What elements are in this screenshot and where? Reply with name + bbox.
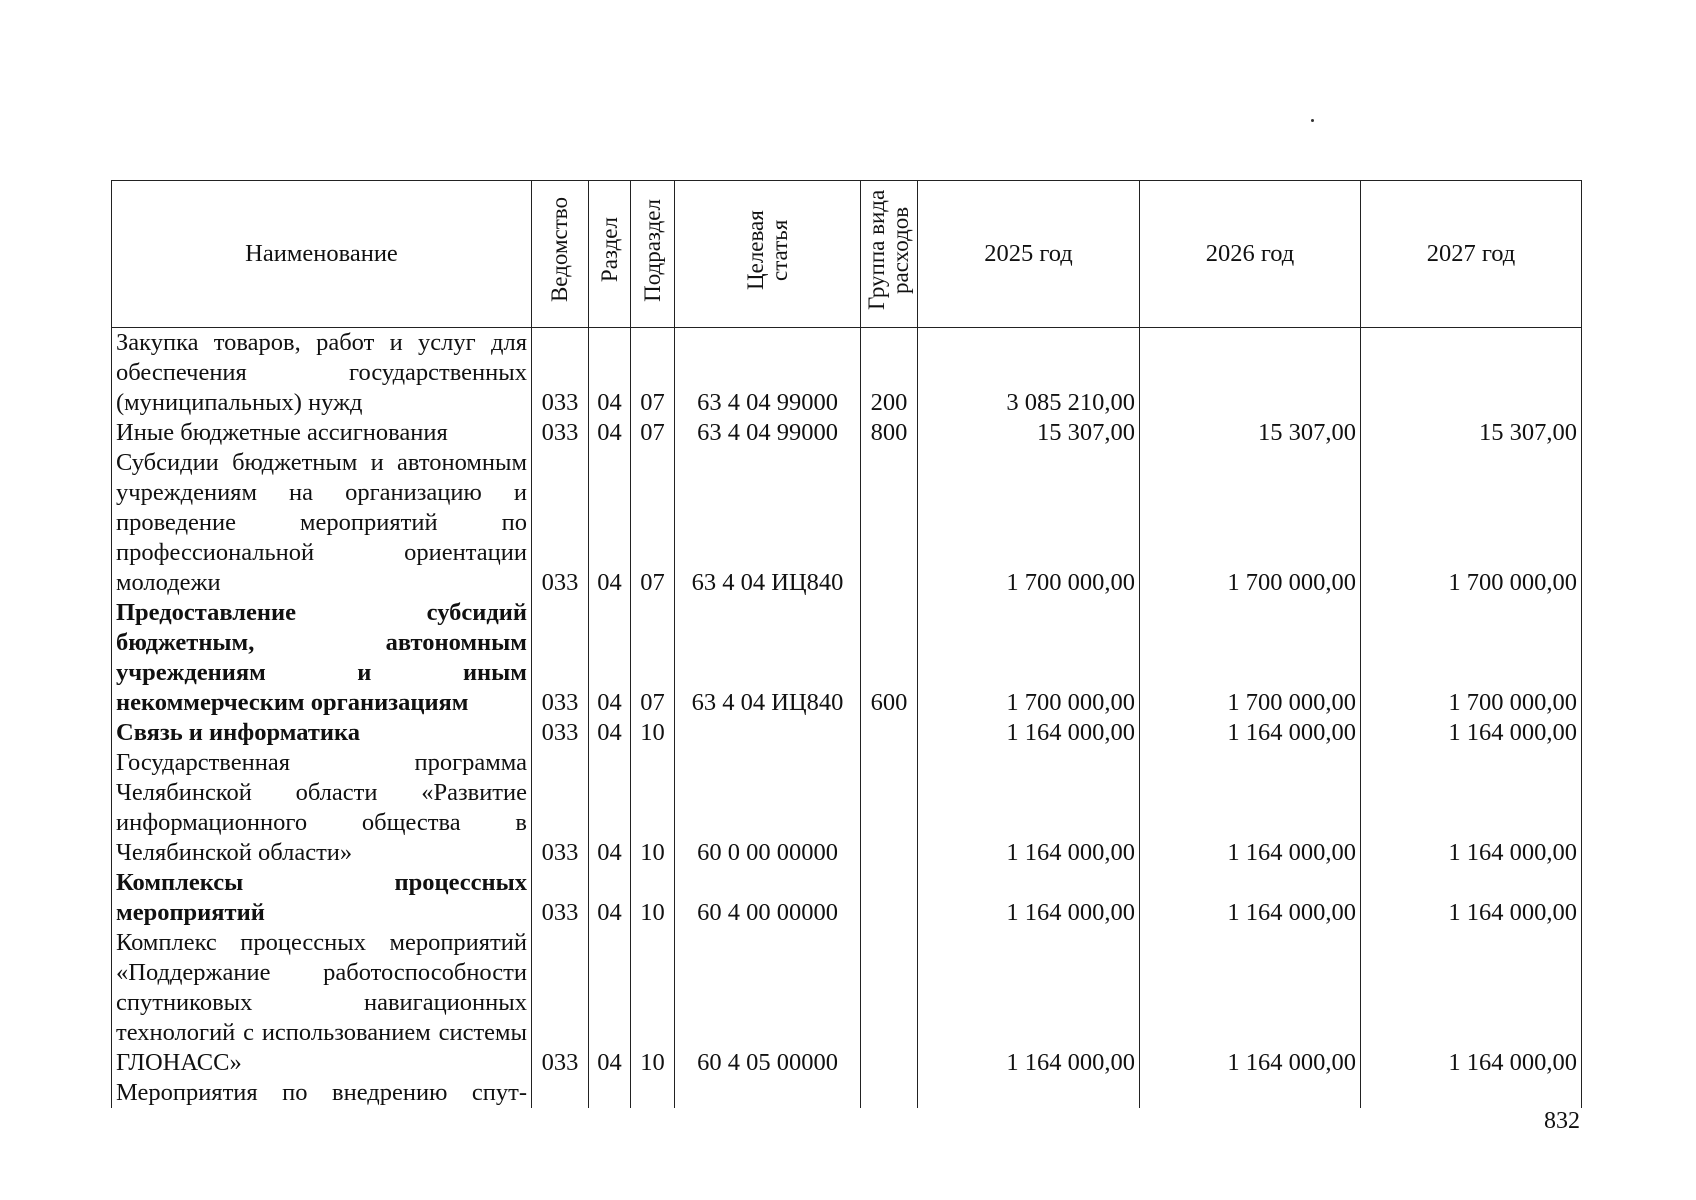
row-subsection — [631, 1078, 675, 1108]
row-2025: 1 700 000,00 — [918, 448, 1140, 598]
table-row — [112, 598, 1582, 718]
row-2027: 1 164 000,00 — [1361, 718, 1582, 748]
header-expense-group: Группа вида расходов — [861, 181, 918, 328]
row-2027: 1 164 000,00 — [1361, 748, 1582, 868]
table-header-row — [112, 181, 1582, 328]
row-2025: 1 164 000,00 — [918, 868, 1140, 928]
row-article: 63 4 04 ИЦ840 — [675, 598, 861, 718]
table-row — [112, 868, 1582, 928]
table-row — [112, 418, 1582, 448]
row-section — [589, 1078, 631, 1108]
row-2026: 1 700 000,00 — [1140, 448, 1361, 598]
row-subsection: 10 — [631, 718, 675, 748]
row-2027: 1 700 000,00 — [1361, 448, 1582, 598]
row-name: Мероприятия по внедрению спут- — [112, 1078, 532, 1108]
row-section: 04 — [589, 868, 631, 928]
header-target-article: Целевая статья — [675, 181, 861, 328]
table-row — [112, 718, 1582, 748]
row-subsection: 10 — [631, 928, 675, 1078]
row-section: 04 — [589, 328, 631, 419]
row-article — [675, 718, 861, 748]
row-article: 60 4 05 00000 — [675, 928, 861, 1078]
row-section: 04 — [589, 418, 631, 448]
row-group — [861, 748, 918, 868]
row-name: Субсидии бюджетным и автономным учреждениям на организацию и проведение мероприятий по профессиональной ориентации молодежи — [112, 448, 532, 598]
row-2027: 15 307,00 — [1361, 418, 1582, 448]
row-article: 63 4 04 ИЦ840 — [675, 448, 861, 598]
row-dept: 033 — [532, 418, 589, 448]
table-row — [112, 1078, 1582, 1108]
table-row — [112, 928, 1582, 1078]
row-2025: 1 164 000,00 — [918, 928, 1140, 1078]
row-2025: 1 164 000,00 — [918, 718, 1140, 748]
row-group — [861, 448, 918, 598]
row-group — [861, 868, 918, 928]
row-section: 04 — [589, 598, 631, 718]
row-name: Закупка товаров, работ и услуг для обеспечения государственных (муниципальных) нужд — [112, 328, 532, 419]
header-year-2027: 2027 год — [1361, 181, 1582, 328]
row-group: 800 — [861, 418, 918, 448]
table-row — [112, 448, 1582, 598]
row-2025: 3 085 210,00 — [918, 328, 1140, 419]
row-group — [861, 718, 918, 748]
row-2027 — [1361, 1078, 1582, 1108]
row-2027: 1 164 000,00 — [1361, 868, 1582, 928]
row-2026: 1 164 000,00 — [1140, 868, 1361, 928]
row-name: Предоставление субсидий бюджетным, автономным учреждениям и иным некоммерческим организациям — [112, 598, 532, 718]
row-2026: 1 700 000,00 — [1140, 598, 1361, 718]
row-dept: 033 — [532, 868, 589, 928]
row-article — [675, 1078, 861, 1108]
row-2027: 1 164 000,00 — [1361, 928, 1582, 1078]
row-dept: 033 — [532, 928, 589, 1078]
table-row — [112, 328, 1582, 419]
row-2025: 1 700 000,00 — [918, 598, 1140, 718]
header-section: Раздел — [589, 181, 631, 328]
row-2025 — [918, 1078, 1140, 1108]
row-name: Комплексы процессных мероприятий — [112, 868, 532, 928]
row-dept: 033 — [532, 718, 589, 748]
row-name: Связь и информатика — [112, 718, 532, 748]
row-subsection: 07 — [631, 448, 675, 598]
row-section: 04 — [589, 718, 631, 748]
row-group — [861, 928, 918, 1078]
row-group — [861, 1078, 918, 1108]
row-name: Государственная программа Челябинской области «Развитие информационного общества в Челябинской области» — [112, 748, 532, 868]
row-2026 — [1140, 328, 1361, 419]
row-section: 04 — [589, 928, 631, 1078]
row-section: 04 — [589, 748, 631, 868]
row-subsection: 07 — [631, 418, 675, 448]
row-dept: 033 — [532, 448, 589, 598]
row-2025: 15 307,00 — [918, 418, 1140, 448]
scan-dot — [1311, 119, 1314, 122]
row-article: 60 4 00 00000 — [675, 868, 861, 928]
row-dept: 033 — [532, 598, 589, 718]
row-2027 — [1361, 328, 1582, 419]
header-name: Наименование — [112, 181, 532, 328]
row-2026 — [1140, 1078, 1361, 1108]
row-dept: 033 — [532, 748, 589, 868]
row-name: Иные бюджетные ассигнования — [112, 418, 532, 448]
row-article: 63 4 04 99000 — [675, 328, 861, 419]
row-subsection: 07 — [631, 598, 675, 718]
row-group: 200 — [861, 328, 918, 419]
row-group: 600 — [861, 598, 918, 718]
row-2026: 1 164 000,00 — [1140, 748, 1361, 868]
table-row — [112, 748, 1582, 868]
row-2025: 1 164 000,00 — [918, 748, 1140, 868]
header-subsection: Подраздел — [631, 181, 675, 328]
budget-table — [111, 180, 1582, 1108]
row-article: 60 0 00 00000 — [675, 748, 861, 868]
header-year-2025: 2025 год — [918, 181, 1140, 328]
row-2026: 1 164 000,00 — [1140, 718, 1361, 748]
row-dept: 033 — [532, 328, 589, 419]
row-subsection: 10 — [631, 868, 675, 928]
row-subsection: 10 — [631, 748, 675, 868]
row-section: 04 — [589, 448, 631, 598]
row-2026: 15 307,00 — [1140, 418, 1361, 448]
row-2026: 1 164 000,00 — [1140, 928, 1361, 1078]
header-year-2026: 2026 год — [1140, 181, 1361, 328]
row-dept — [532, 1078, 589, 1108]
row-article: 63 4 04 99000 — [675, 418, 861, 448]
row-name: Комплекс процессных мероприятий «Поддержание работоспособности спутниковых навигационных технологий с использованием системы ГЛОНАСС» — [112, 928, 532, 1078]
header-department: Ведомство — [532, 181, 589, 328]
row-2027: 1 700 000,00 — [1361, 598, 1582, 718]
row-subsection: 07 — [631, 328, 675, 419]
page-number: 832 — [1544, 1108, 1580, 1134]
